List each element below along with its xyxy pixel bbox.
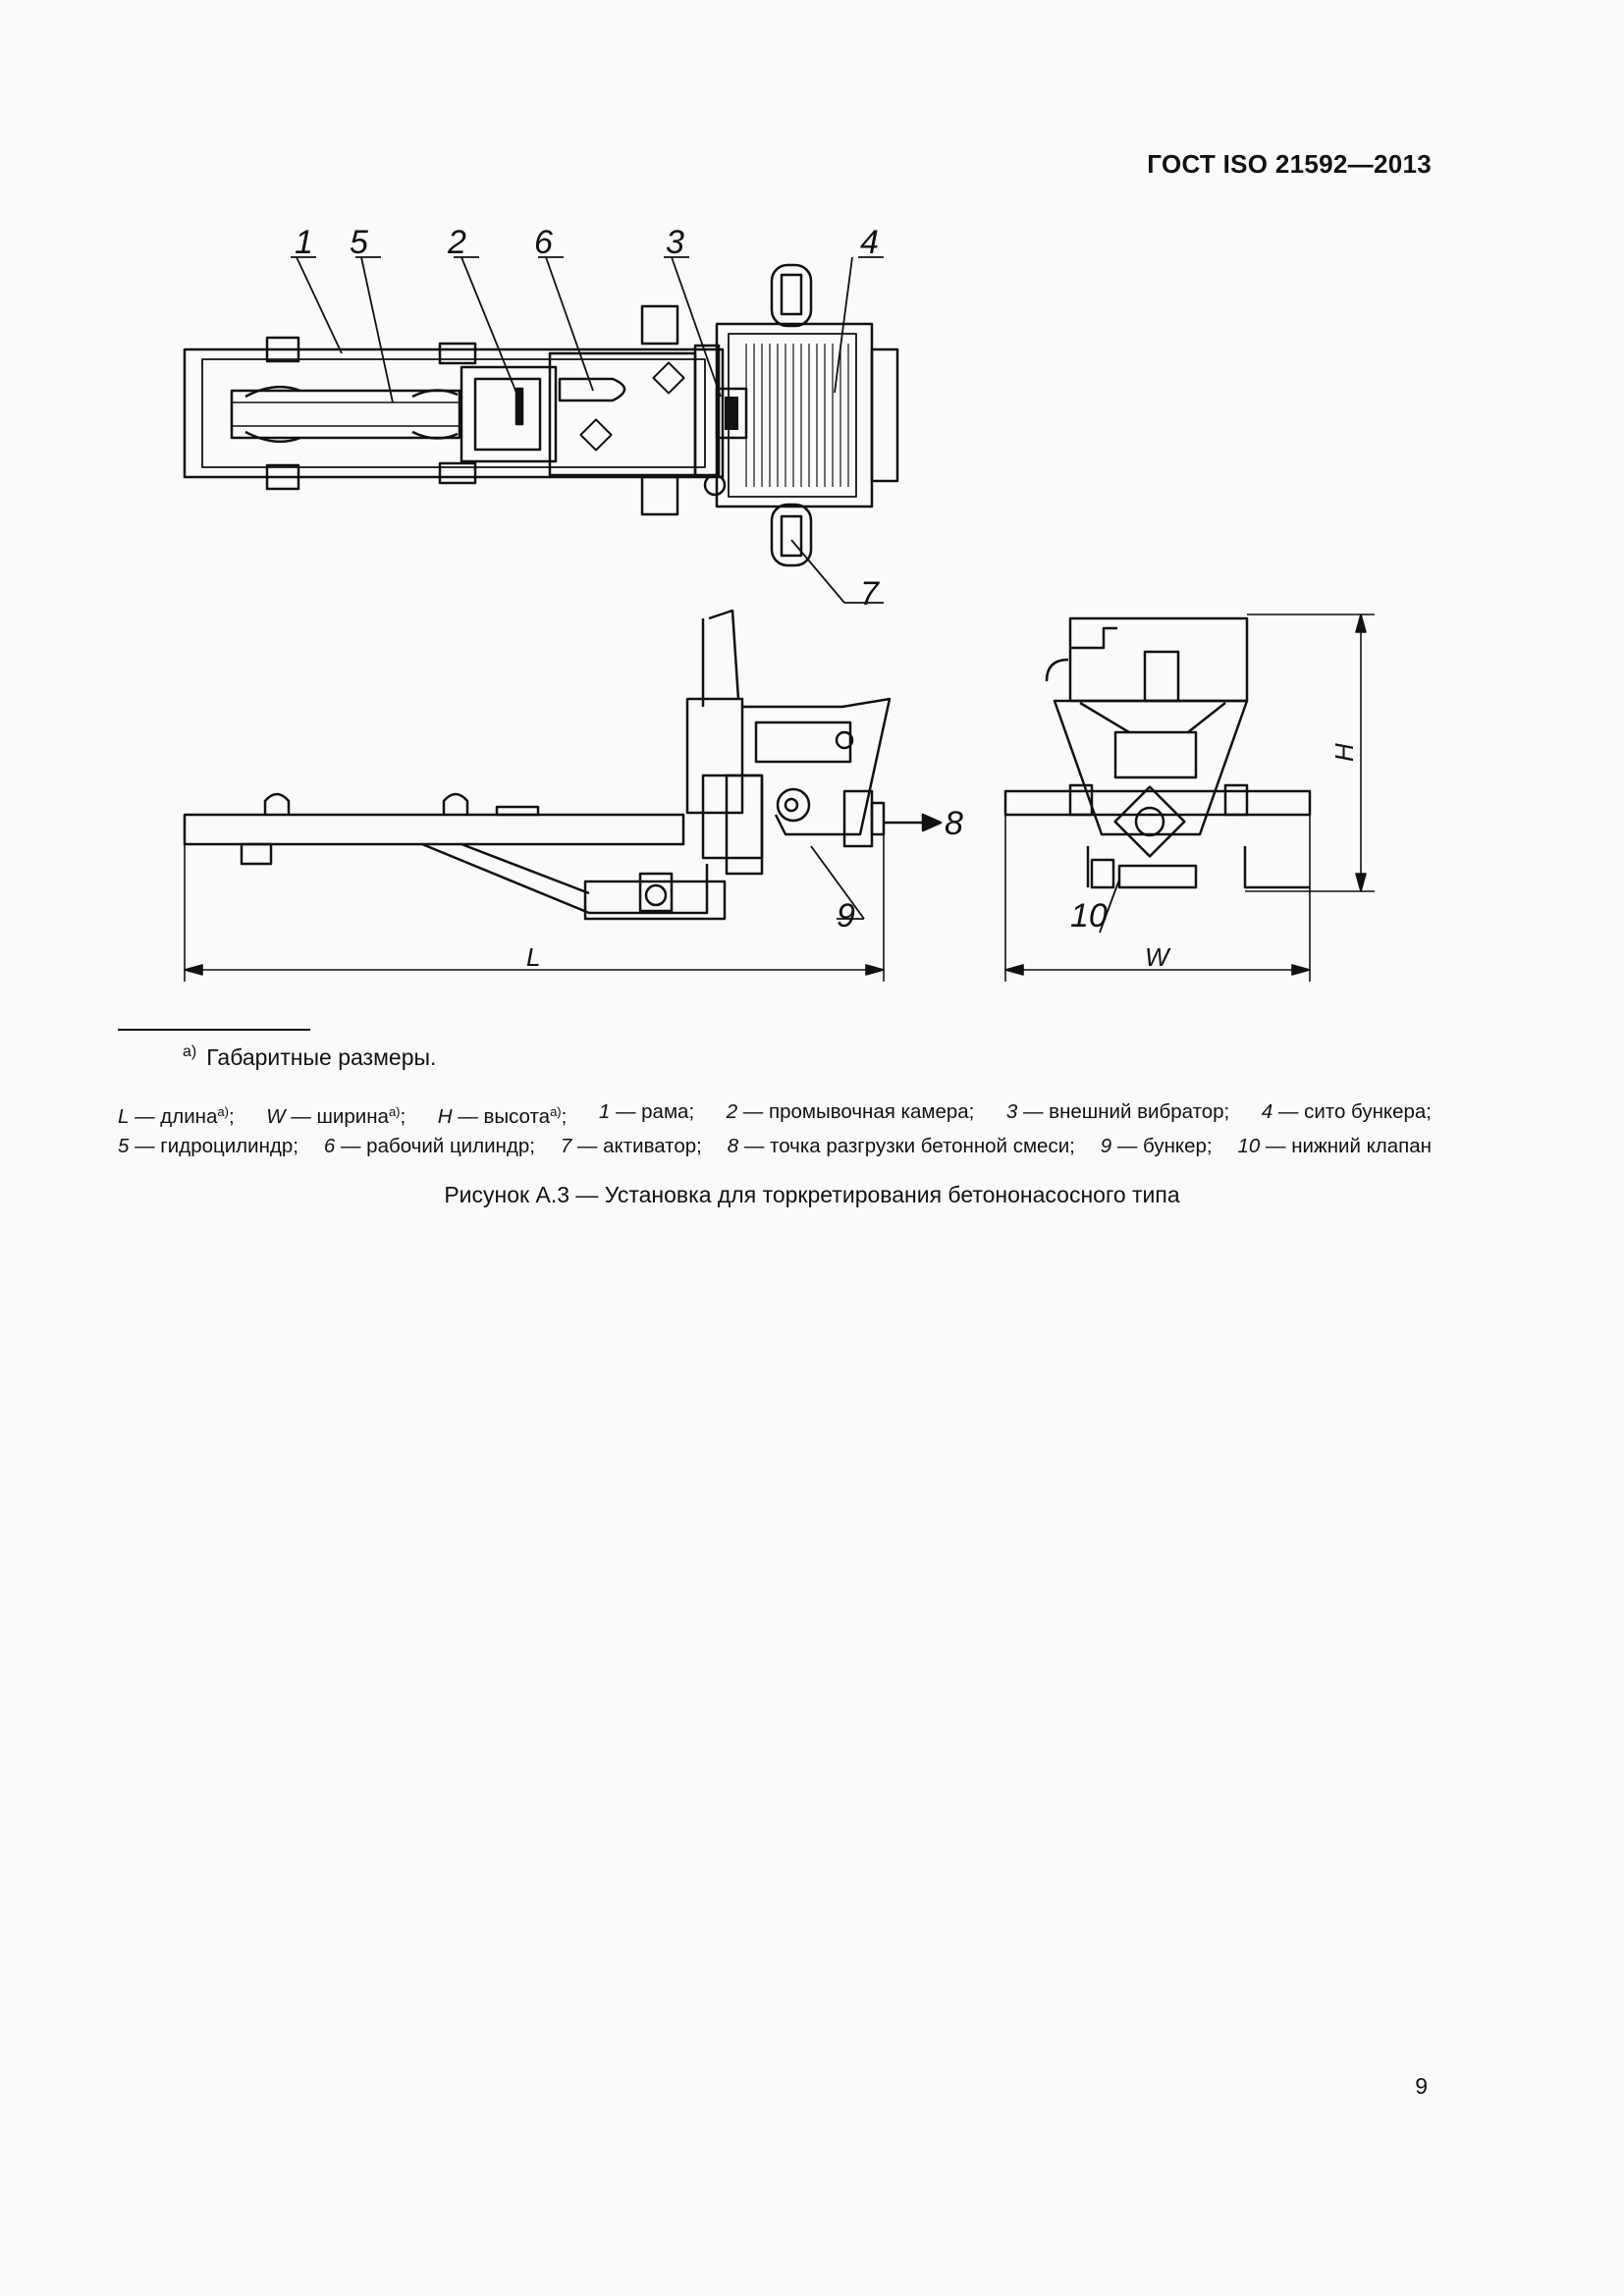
legend-item: 8 — точка разгрузки бетонной смеси; [727,1135,1075,1157]
legend-item: 4 — сито бункера; [1261,1100,1432,1123]
dimension-length: L [526,942,541,972]
callout-7: 7 [860,575,879,613]
legend-row-1 [118,1097,1432,1132]
dimension-width: W [1145,942,1169,972]
technical-drawing [0,0,1624,1001]
callout-1: 1 [295,224,313,261]
footnote-text: Габаритные размеры. [206,1044,437,1070]
footnote-marker: a) [183,1043,197,1060]
side-view [185,611,941,982]
callout-6: 6 [534,224,553,261]
legend-item: W — ширина$^{a)}$; [266,1104,406,1128]
figure-legend [118,1097,1432,1161]
legend-item: 1 — рама; [598,1100,695,1123]
plan-view [185,257,897,603]
callout-2: 2 [448,224,466,261]
callout-9: 9 [837,897,855,934]
front-view [1005,614,1375,982]
page-number: 9 [1415,2073,1428,2099]
legend-item: 5 — гидроцилиндр; [118,1135,298,1157]
legend-item: 9 — бункер; [1100,1135,1213,1157]
legend-row-2 [118,1132,1432,1161]
figure-caption: Рисунок А.3 — Установка для торкретирования бетононасосного типа [444,1182,1180,1207]
legend-item: L — длина$^{a)}$; [118,1104,235,1128]
legend-item: 10 — нижний клапан [1237,1135,1432,1157]
legend-item: 7 — активатор; [560,1135,702,1157]
dimension-height: H [1329,743,1359,762]
callout-3: 3 [666,224,684,261]
legend-item: H — высота$^{a)}$; [437,1104,568,1128]
standard-header: ГОСТ ISO 21592—2013 [1147,149,1432,179]
legend-item: 2 — промывочная камера; [726,1100,975,1123]
footnote-separator [118,1029,310,1031]
callout-8: 8 [945,805,963,842]
callout-4: 4 [860,224,879,261]
footnote [183,1043,436,1071]
callout-10: 10 [1070,897,1108,934]
legend-item: 3 — внешний вибратор; [1005,1100,1230,1123]
callout-5: 5 [350,224,368,261]
legend-item: 6 — рабочий цилиндр; [323,1135,535,1157]
